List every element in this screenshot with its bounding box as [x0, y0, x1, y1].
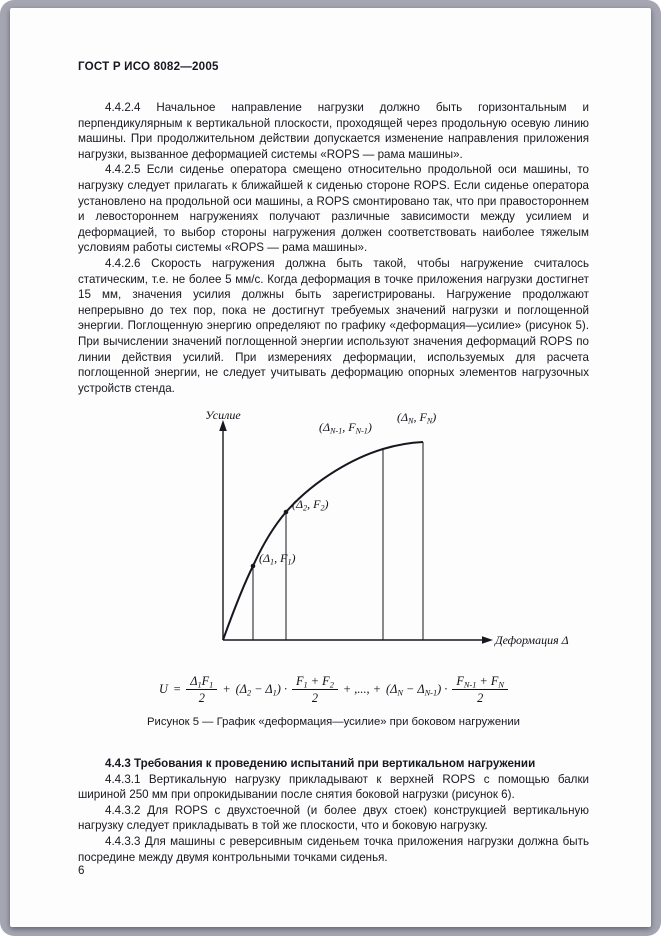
page-number: 6 [78, 864, 85, 877]
formula-fraction-n [452, 674, 508, 705]
formula-fraction-1 [186, 674, 217, 705]
running-header: ГОСТ Р ИСО 8082—2005 [78, 60, 219, 73]
y-axis-label: Усилие [205, 408, 241, 423]
formula-fraction-2-denominator: 2 [311, 691, 319, 706]
figure-caption: Рисунок 5 — График «деформация—усилие» при боковом нагружении [147, 715, 520, 728]
paragraph-4-4-2-5: 4.4.2.5 Если сиденье оператора смещено относительно продольной оси машины, то нагрузку следует прилагать к ближайшей к сиденью стороне ROPS. Если сиденье оператора установлено на продольной оси машины, а ROPS смонтировано так, что при правостороннем и левостороннем нагружениях получают различные зависимости между усилием и деформацией, то выбор стороны нагружения должен соответствовать наиболее тяжелым условиям работы системы «ROPS — рама машины». [78, 163, 589, 255]
formula-fraction-2 [292, 674, 338, 705]
point-label-deltan-fn: ($\Delta_N$, $F_N$) [397, 410, 437, 426]
absorbed-energy-formula [78, 674, 589, 705]
formula-ellipsis: + ,..., + [342, 682, 382, 697]
x-axis-label: Деформация Δ [495, 633, 569, 648]
data-point-1 [251, 564, 256, 569]
deformation-force-chart [178, 408, 582, 666]
data-point-2 [284, 510, 289, 515]
point-label-deltan1-fn1: ($\Delta_{N-1}$, $F_{N-1}$) [319, 420, 372, 436]
section-heading-4-4-3: 4.4.3 Требования к проведению испытаний при вертикальном нагружении [105, 756, 536, 770]
formula-fraction-1-numerator: $\Delta_1F_1$ [186, 674, 217, 690]
figure-5 [78, 408, 589, 727]
chart-canvas [178, 408, 582, 666]
paragraph-4-4-2-4: 4.4.2.4 Начальное направление нагрузки должно быть горизонтальным и перпендикулярным к вертикальной плоскости, проходящей через продольную осевую линию машины. При продолжительном действии допускается изменение направления приложения нагрузки, вызванное деформацией системы «ROPS — рама машины». [78, 101, 589, 161]
formula-term-2-prefix: $(\Delta_2 - \Delta_1)$ · [235, 682, 288, 698]
formula-fraction-n-denominator: 2 [477, 691, 484, 706]
formula-fraction-n-numerator: $F_{N-1} + F_N$ [452, 674, 508, 690]
paragraph-4-4-3-2: 4.4.3.2 Для ROPS с двухстоечной (и более двух стоек) конструкцией вертикальную нагрузку следует прикладывать в той же плоскости, что и боковую нагрузку. [78, 803, 589, 833]
formula-plus: + [222, 682, 231, 697]
formula-equals: = [172, 682, 182, 697]
point-label-delta1-f1: ($\Delta_1$, $F_1$) [259, 551, 296, 567]
formula-fraction-2-numerator: $F_1 + F_2$ [292, 674, 338, 690]
formula-lhs: U [159, 682, 168, 697]
formula-fraction-1-denominator: 2 [198, 691, 205, 706]
paragraph-4-4-3-3: 4.4.3.3 Для машины с реверсивным сиденьем точка приложения нагрузки должна быть посредине между двумя контрольными точками сиденья. [78, 834, 589, 864]
formula-term-n-prefix: $(\Delta_N - \Delta_{N-1})$ · [386, 682, 448, 698]
point-label-delta2-f2: ($\Delta_2$, $F_2$) [292, 497, 329, 513]
paragraph-4-4-3-1: 4.4.3.1 Вертикальную нагрузку прикладывают к верхней ROPS с помощью балки шириной 250 мм при опрокидывании после снятия боковой нагрузки (рисунок 6). [78, 772, 589, 802]
paragraph-4-4-2-6: 4.4.2.6 Скорость нагружения должна быть такой, чтобы нагружение считалось статическим, т.е. не более 5 мм/с. Когда деформация в точке приложения нагрузки достигнет 15 мм, значения усилия должны быть зарегистрированы. Нагружение продолжают непрерывно до тех пор, пока не достигнут требуемых значений нагрузки и поглощенной энергии. Поглощенную энергию определяют по графику «деформация—усилие» (рисунок 5). При вычислении значений поглощенной энергии используют значения деформаций ROPS по линии действия усилий. При измерениях деформации, используемых для расчета поглощенной энергии, не следует учитывать деформацию опорных элементов нагрузочных устройств стенда. [78, 256, 589, 395]
document-page [10, 8, 651, 927]
x-axis-arrow-icon [482, 636, 493, 644]
